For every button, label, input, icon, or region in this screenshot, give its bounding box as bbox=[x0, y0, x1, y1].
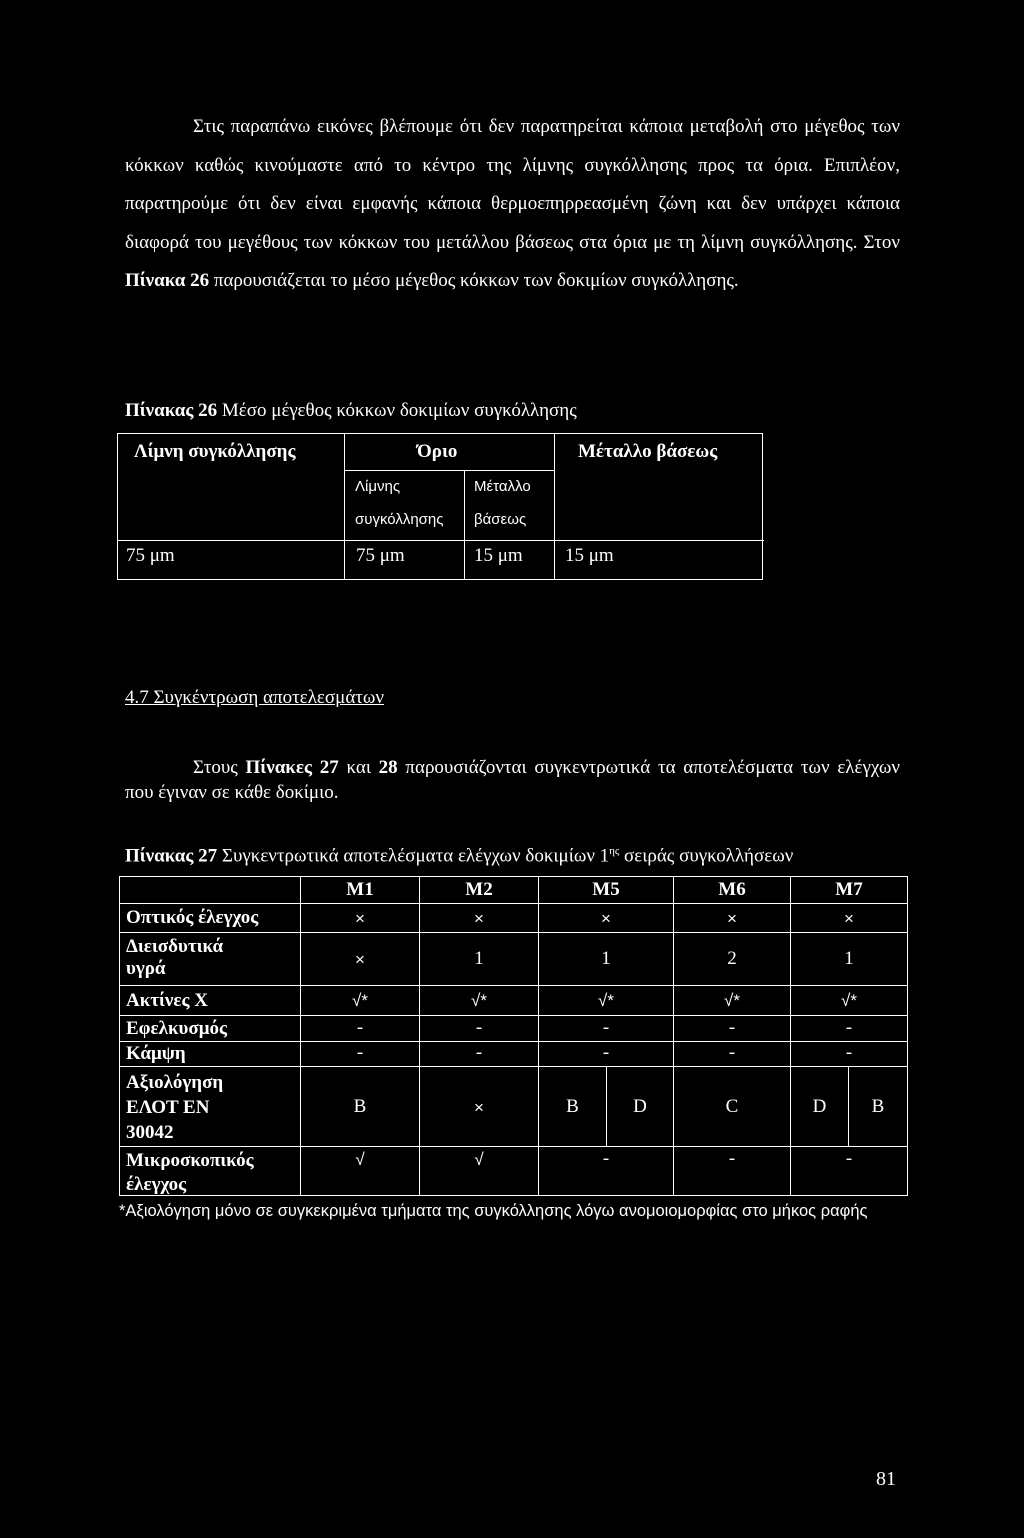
sub-base-2: βάσεως bbox=[474, 511, 527, 528]
row-label-visual: Οπτικός έλεγχος bbox=[126, 907, 259, 928]
cell: - bbox=[356, 1017, 364, 1038]
cell: - bbox=[475, 1017, 483, 1038]
table27-footnote: *Αξιολόγηση μόνο σε συγκεκριμένα τμήματα της συγκόλλησης λόγω ανομοιομορφίας στο μήκος ραφής bbox=[119, 1202, 868, 1220]
header-base-metal: Μέταλλο βάσεως bbox=[578, 441, 718, 462]
cell: - bbox=[602, 1042, 610, 1063]
cell: √* bbox=[724, 991, 740, 1010]
col-m6: M6 bbox=[718, 879, 746, 900]
section-heading: 4.7 Συγκέντρωση αποτελεσμάτων bbox=[125, 687, 385, 708]
cell: × bbox=[355, 909, 365, 928]
cell: - bbox=[845, 1042, 853, 1063]
cell: × bbox=[355, 950, 365, 969]
cell: √* bbox=[598, 991, 614, 1010]
cell: D bbox=[633, 1096, 647, 1117]
cell: D bbox=[812, 1096, 827, 1117]
value-base-metal: 15 μm bbox=[565, 545, 614, 566]
row-label-microscopic: Μικροσκοπικός έλεγχος bbox=[126, 1150, 254, 1195]
cell: - bbox=[356, 1042, 364, 1063]
cell: B bbox=[353, 1096, 367, 1117]
row-label-penetrant: Διεισδυτικά υγρά bbox=[126, 936, 224, 979]
value-weld-pool: 75 μm bbox=[126, 545, 175, 566]
cell: - bbox=[728, 1148, 736, 1169]
row-label-tensile: Εφελκυσμός bbox=[126, 1018, 228, 1039]
sub-weld-2: συγκόλλησης bbox=[355, 511, 444, 528]
page-number: 81 bbox=[876, 1468, 896, 1490]
cell: × bbox=[474, 1098, 484, 1117]
cell: √* bbox=[471, 991, 487, 1010]
cell: 1 bbox=[474, 948, 484, 969]
cell: - bbox=[728, 1042, 736, 1063]
sub-base-1: Μέταλλο bbox=[474, 478, 531, 495]
intro-paragraph: Στις παραπάνω εικόνες βλέπουμε ότι δεν παρατηρείται κάποια μεταβολή στο μέγεθος των κόκκων καθώς κινούμαστε από το κέντρο της λίμνης συγκόλλησης προς τα όρια. Επιπλέον, παρατηρούμε ότι δεν είναι εμφανής κάποια θερμοεπηρρεασμένη ζώνη και δεν υπάρχει κάποια διαφορά του μεγέθους των κόκκων του μετάλλου βάσεως στα όρια με τη λίμνη συγκόλλησης. Στον Πίνακα 26 παρουσιάζεται το μέσο μέγεθος κόκκων των δοκιμίων συγκόλλησης. bbox=[125, 116, 900, 291]
cell: - bbox=[602, 1148, 610, 1169]
col-m1: M1 bbox=[346, 879, 374, 900]
cell: √ bbox=[474, 1150, 484, 1169]
cell: - bbox=[475, 1042, 483, 1063]
cell: 2 bbox=[727, 948, 737, 969]
col-m7: M7 bbox=[835, 879, 863, 900]
cell: B bbox=[566, 1096, 579, 1117]
table-ref: Πίνακα 26 bbox=[125, 270, 210, 291]
table27 bbox=[119, 876, 908, 1196]
section-paragraph: Στους Πίνακες 27 και 28 παρουσιάζονται συγκεντρωτικά τα αποτελέσματα των ελέγχων που έγιναν σε κάθε δοκίμιο. bbox=[125, 757, 901, 803]
table27-caption: Πίνακας 27 Συγκεντρωτικά αποτελέσματα ελέγχων δοκιμίων $1^{\eta\varsigma}$ σειράς συγκολλήσεων bbox=[125, 845, 794, 867]
cell: × bbox=[474, 909, 484, 928]
table26-caption: Πίνακας 26 Μέσο μέγεθος κόκκων δοκιμίων συγκόλλησης bbox=[125, 400, 577, 421]
cell: - bbox=[728, 1017, 736, 1038]
row-label-xray: Ακτίνες Χ bbox=[126, 990, 209, 1011]
col-m2: M2 bbox=[465, 879, 493, 900]
row-label-evaluation: Αξιολόγηση ΕΛΟΤ ΕΝ 30042 bbox=[126, 1072, 224, 1143]
cell: × bbox=[727, 909, 737, 928]
cell: - bbox=[845, 1017, 853, 1038]
cell: √ bbox=[355, 1150, 365, 1169]
cell: 1 bbox=[601, 948, 611, 969]
header-weld-pool: Λίμνη συγκόλλησης bbox=[134, 441, 296, 462]
cell: × bbox=[601, 909, 611, 928]
value-boundary-base: 15 μm bbox=[474, 545, 523, 566]
cell: √* bbox=[352, 991, 368, 1010]
sub-weld-1: Λίμνης bbox=[355, 478, 401, 495]
cell: C bbox=[725, 1096, 739, 1117]
value-boundary-weld: 75 μm bbox=[356, 545, 405, 566]
cell: √* bbox=[841, 991, 857, 1010]
cell: - bbox=[602, 1017, 610, 1038]
row-label-bending: Κάμψη bbox=[126, 1043, 186, 1064]
cell: 1 bbox=[844, 948, 854, 969]
table26 bbox=[117, 433, 763, 580]
col-m5: M5 bbox=[592, 879, 620, 900]
header-boundary: Όριο bbox=[417, 441, 458, 462]
cell: - bbox=[845, 1148, 853, 1169]
cell: B bbox=[871, 1096, 885, 1117]
cell: × bbox=[844, 909, 854, 928]
